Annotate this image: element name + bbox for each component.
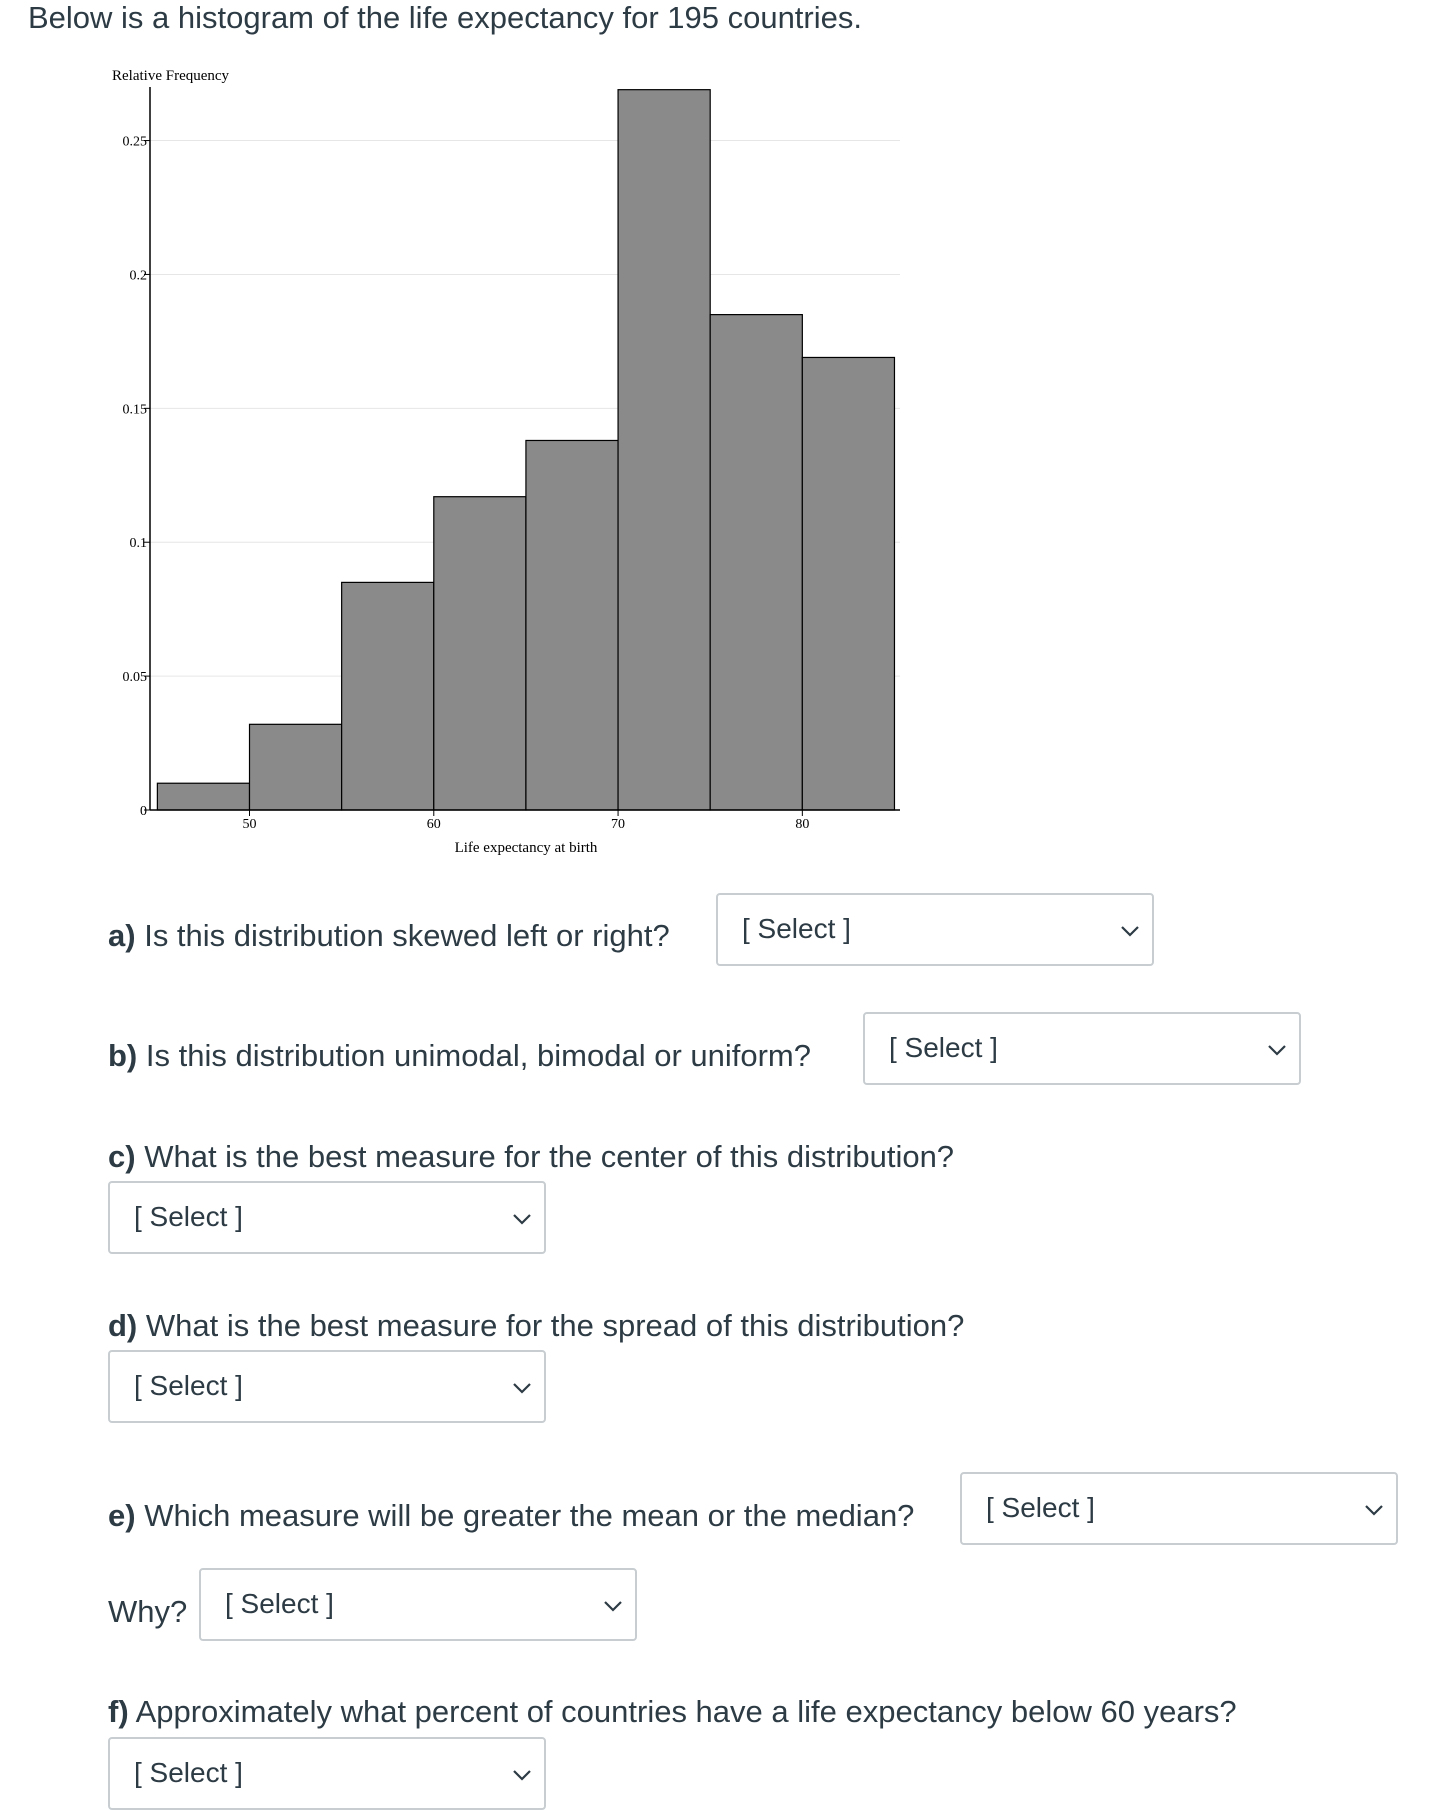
- question-d-select-value: [ Select ]: [134, 1370, 243, 1401]
- histogram-chart: [0, 0, 1444, 900]
- x-tick-label: 80: [795, 817, 810, 832]
- histogram-bar: [434, 497, 526, 810]
- y-tick-label: 0.1: [129, 536, 147, 552]
- question-c-letter: c): [108, 1139, 136, 1174]
- question-e-letter: e): [108, 1498, 136, 1533]
- histogram-bar: [710, 315, 802, 810]
- question-why-select-value: [ Select ]: [225, 1588, 334, 1619]
- question-d-select[interactable]: [108, 1350, 546, 1423]
- question-f-select-value: [ Select ]: [134, 1757, 243, 1788]
- histogram-bar: [157, 783, 249, 810]
- chevron-down-icon: [1360, 1496, 1388, 1524]
- chevron-down-icon: [1263, 1036, 1291, 1064]
- question-c: [108, 1139, 954, 1175]
- question-d-text: What is the best measure for the spread of this distribution?: [145, 1308, 965, 1343]
- y-tick-label: 0.15: [122, 402, 147, 418]
- question-e-select[interactable]: [960, 1472, 1398, 1545]
- chevron-down-icon: [599, 1592, 627, 1620]
- y-tick-label: 0: [140, 804, 147, 819]
- question-b-text: Is this distribution unimodal, bimodal or uniform?: [145, 1038, 811, 1073]
- question-a: [108, 918, 670, 954]
- question-f-select[interactable]: [108, 1737, 546, 1810]
- x-axis-label: Life expectancy at birth: [454, 840, 598, 856]
- histogram-bar: [526, 440, 618, 810]
- question-f: [108, 1694, 1237, 1730]
- question-b: [108, 1038, 811, 1074]
- question-e-select-value: [ Select ]: [986, 1492, 1095, 1523]
- question-a-text: Is this distribution skewed left or right?: [144, 918, 670, 953]
- question-c-select[interactable]: [108, 1181, 546, 1254]
- question-a-letter: a): [108, 918, 136, 953]
- histogram-bar: [618, 90, 710, 810]
- chevron-down-icon: [508, 1374, 536, 1402]
- chevron-down-icon: [508, 1761, 536, 1789]
- question-d-letter: d): [108, 1308, 138, 1343]
- x-tick-label: 50: [242, 817, 257, 832]
- question-f-letter: f): [108, 1694, 129, 1729]
- question-b-select-value: [ Select ]: [889, 1032, 998, 1063]
- question-why-text: Why?: [108, 1594, 188, 1629]
- histogram-bar: [802, 357, 894, 810]
- question-c-text: What is the best measure for the center of this distribution?: [144, 1139, 955, 1174]
- histogram-bar: [250, 724, 342, 810]
- question-b-select[interactable]: [863, 1012, 1301, 1085]
- question-f-text: Approximately what percent of countries have a life expectancy below 60 years?: [135, 1694, 1237, 1729]
- question-e-text: Which measure will be greater the mean or the median?: [144, 1498, 915, 1533]
- question-a-select-value: [ Select ]: [742, 913, 851, 944]
- question-c-select-value: [ Select ]: [134, 1201, 243, 1232]
- question-why: [108, 1594, 187, 1630]
- x-tick-label: 60: [426, 817, 441, 832]
- question-why-select[interactable]: [199, 1568, 637, 1641]
- question-d: [108, 1308, 964, 1344]
- question-e: [108, 1498, 914, 1534]
- histogram-bar: [342, 582, 434, 810]
- x-tick-label: 70: [611, 817, 626, 832]
- chevron-down-icon: [508, 1205, 536, 1233]
- y-tick-label: 0.25: [122, 134, 147, 150]
- chevron-down-icon: [1116, 917, 1144, 945]
- y-axis-label: Relative Frequency: [112, 68, 230, 84]
- y-tick-label: 0.05: [122, 670, 147, 686]
- intro-text: Below is a histogram of the life expectancy for 195 countries.: [28, 0, 862, 35]
- y-tick-label: 0.2: [129, 268, 147, 284]
- question-b-letter: b): [108, 1038, 138, 1073]
- question-a-select[interactable]: [716, 893, 1154, 966]
